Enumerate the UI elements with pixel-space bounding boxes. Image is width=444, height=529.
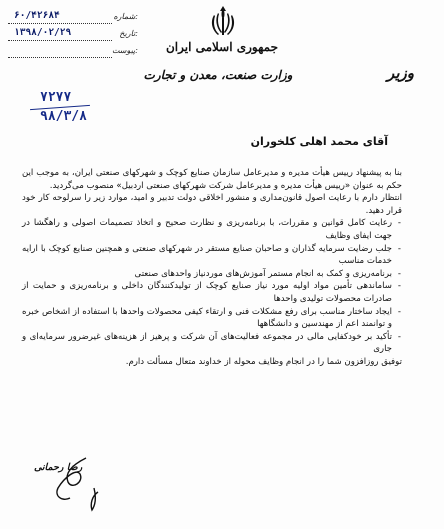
- letter-body: [22, 167, 402, 369]
- handwritten-reference-date: ۹۸/۳/۸: [40, 109, 87, 124]
- meta-number-row: [8, 10, 138, 27]
- letter-date: ۱۳۹۸/۰۲/۲۹: [14, 27, 72, 38]
- list-item: - برنامه‌ریزی و کمک به انجام مستمر آموزش‌های موردنیاز واحدهای صنعتی: [22, 268, 402, 281]
- meta-dotted-line: [8, 23, 112, 24]
- letter-date-label: تاریخ:: [119, 29, 138, 38]
- letter-meta: [8, 10, 138, 61]
- list-item: - تأکید بر خودکفایی مالی در مجموعه فعالیت‌های آن شرکت و پرهیز از هزینه‌های غیرضرور سرمایه‌ای و جاری: [22, 331, 402, 356]
- body-expectation: انتظار دارم با رعایت اصول قانون‌مداری و منشور اخلاقی دولت تدبیر و امید، موارد زیر را سرلوحه کار خود قرار دهید.: [22, 193, 402, 216]
- list-item: - رعایت کامل قوانین و مقررات، با برنامه‌ریزی و نظارت صحیح و اتخاذ تصمیمات اصولی و راهگشا در جهت ایفای وظایف: [22, 217, 402, 242]
- letter-number-label: شماره:: [113, 12, 138, 21]
- duties-list: [22, 217, 402, 356]
- letterhead-minister: وزیر: [387, 64, 414, 82]
- handwritten-reference-number: ۷۲۷۷: [40, 90, 72, 105]
- signatory-name: رضا رحمانی: [34, 462, 83, 473]
- meta-dotted-line: [8, 40, 112, 41]
- letter-attachment-label: پیوست:: [111, 46, 138, 55]
- letterhead-ministry: وزارت صنعت، معدن و تجارت: [143, 68, 293, 82]
- list-item: - ساماندهی تأمین مواد اولیه مورد نیاز صنایع کوچک از تولیدکنندگان داخلی و برنامه‌ریزی و حمایت از صادرات محصولات تولیدی واحدها: [22, 280, 402, 305]
- meta-attachment-row: [8, 44, 138, 61]
- letterhead-country: جمهوری اسلامی ایران: [165, 40, 279, 54]
- body-closing: توفیق روزافزون شما را در انجام وظایف محوله از خداوند متعال مسألت دارم.: [125, 356, 402, 367]
- recipient-name: آقای محمد اهلی کلخوران: [250, 135, 388, 148]
- list-item: - ایجاد ساختار مناسب برای رفع مشکلات فنی و ارتقاء کیفی محصولات واحدها با استفاده از اشخاص خبره و توانمند اعم از مهندسین و دانشگاهها: [22, 306, 402, 331]
- letter-number: ۶۰/۴۲۶۸۴: [14, 10, 60, 21]
- meta-date-row: [8, 27, 138, 44]
- list-item: - جلب رضایت سرمایه گذاران و صاحبان صنایع مستقر در شهرکهای صنعتی و همچنین صنایع کوچک با ارایه خدمات مناسب: [22, 243, 402, 268]
- body-intro: بنا به پیشنهاد رییس هیأت مدیره و مدیرعامل سازمان صنایع کوچک و شهرکهای صنعتی ایران، به موجب این حکم به عنوان «رییس هیأت مدیره و مدیرعامل شرکت شهرکهای صنعتی اردبیل» منصوب می‌گردید.: [22, 168, 402, 191]
- meta-dotted-line: [8, 57, 112, 58]
- iran-emblem-icon: [209, 6, 237, 38]
